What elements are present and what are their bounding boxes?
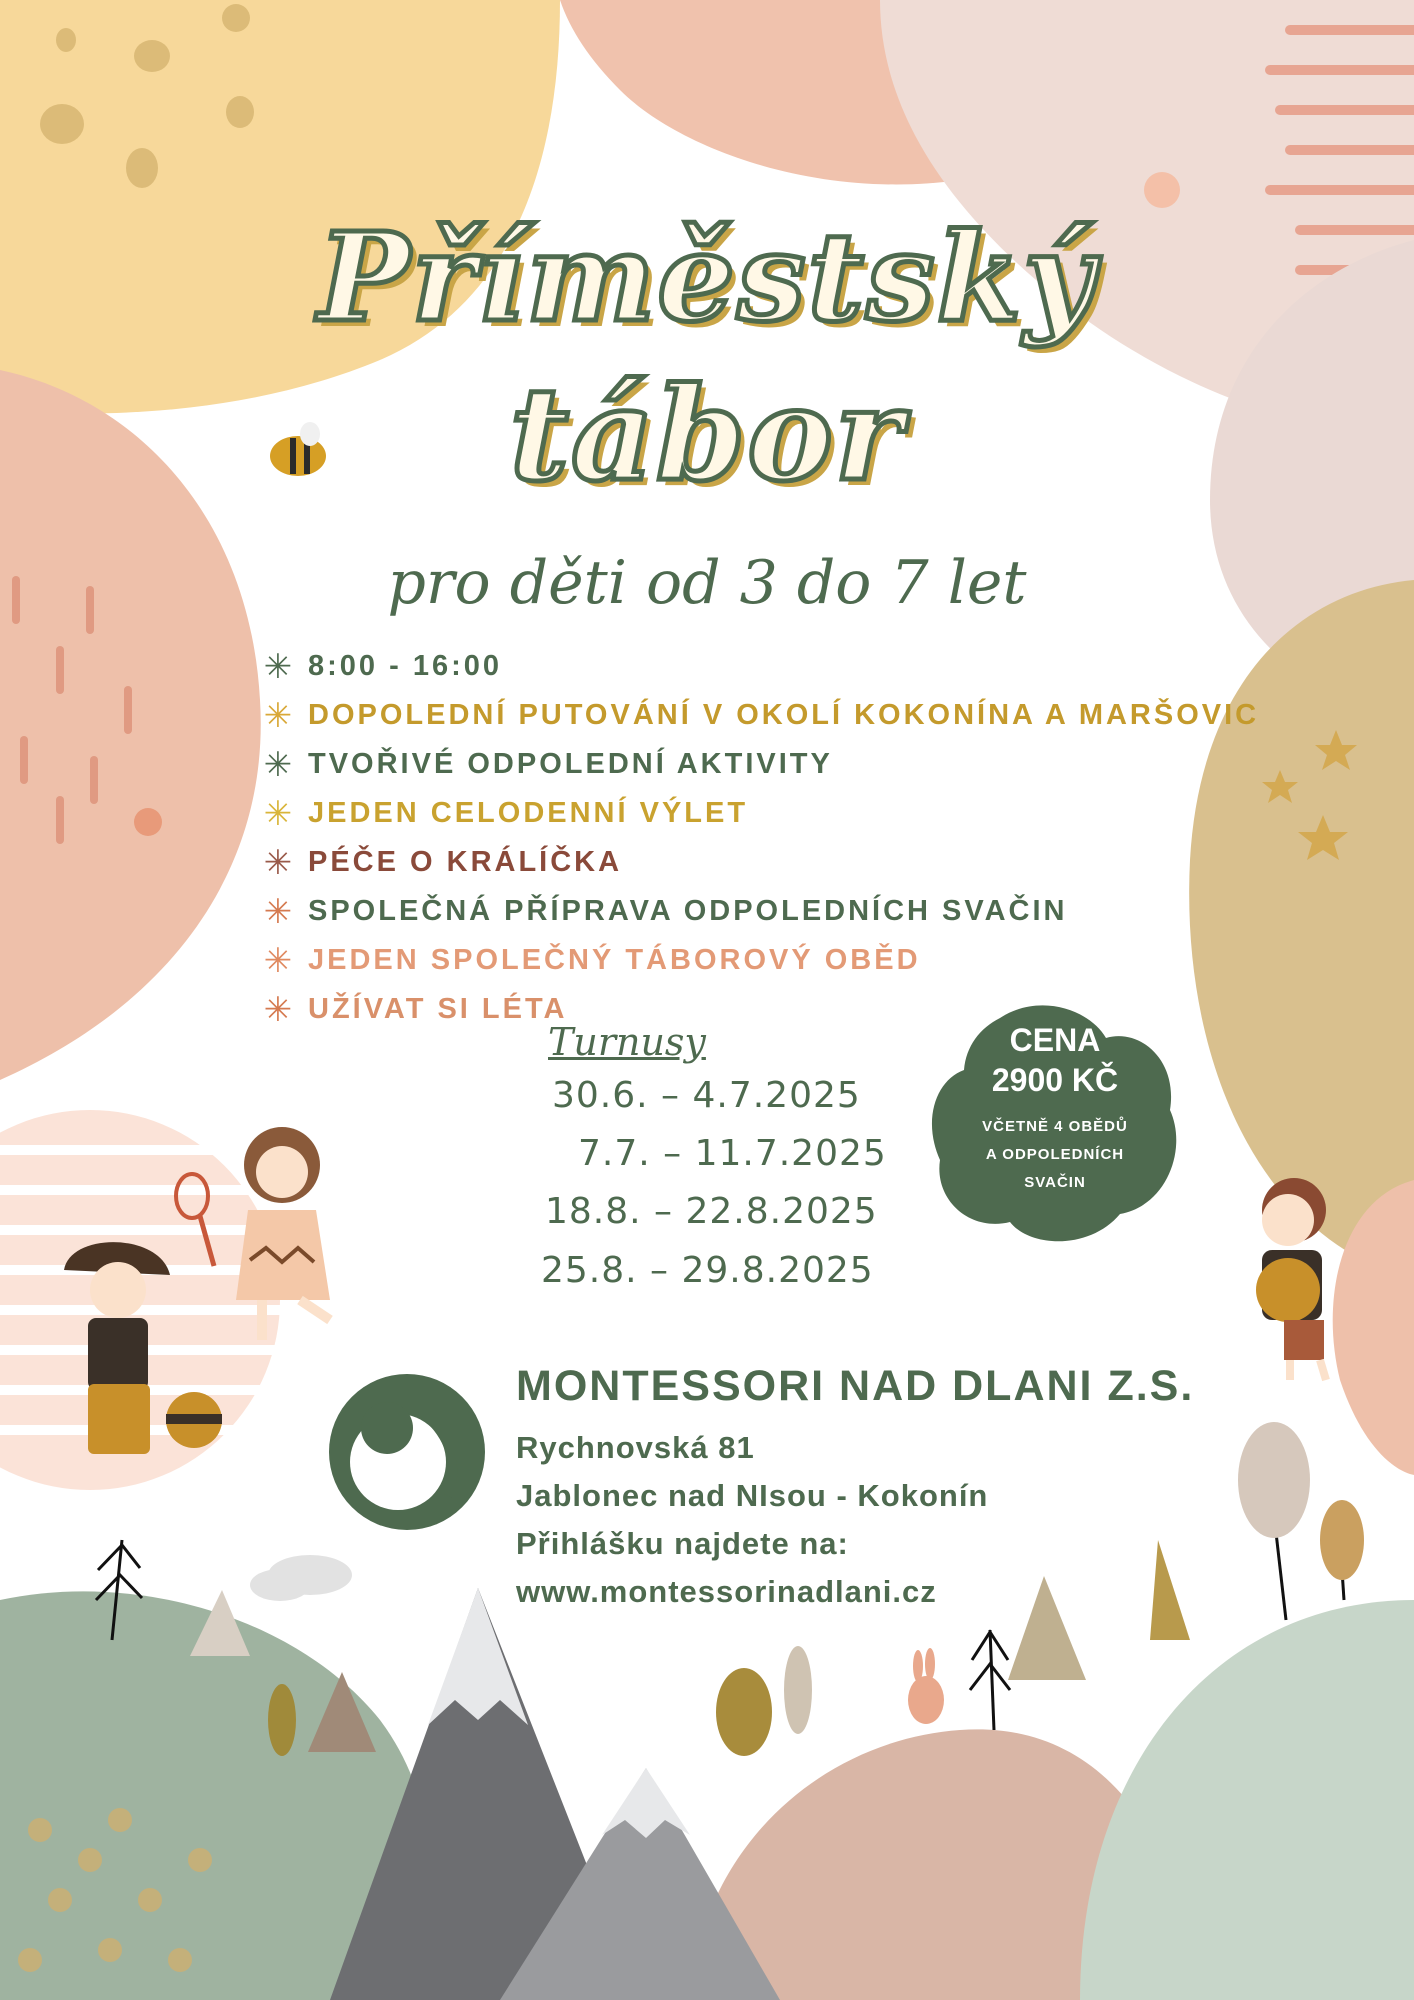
- star-icon: ✳: [263, 891, 293, 932]
- organization-name: MONTESSORI NAD DLANI Z.S.: [516, 1362, 1195, 1410]
- star-icon: ✳: [263, 744, 293, 785]
- term-date: 7.7. – 11.7.2025: [578, 1133, 887, 1174]
- apply-text: Přihlášku najdete na:: [516, 1526, 849, 1561]
- list-item: [262, 642, 1322, 691]
- title-line-1: Příměstský: [317, 205, 1097, 349]
- activity-text: JEDEN SPOLEČNÝ TÁBOROVÝ OBĚD: [308, 944, 921, 976]
- list-item: [262, 691, 1322, 740]
- montessori-logo: [329, 1374, 485, 1530]
- price-note: A ODPOLEDNÍCH: [985, 1146, 1125, 1163]
- list-item: [262, 887, 1322, 936]
- list-item: [262, 740, 1322, 789]
- price-note: VČETNĚ 4 OBĚDŮ: [982, 1118, 1128, 1135]
- activity-text: DOPOLEDNÍ PUTOVÁNÍ V OKOLÍ KOKONÍNA A MARŠOVIC: [308, 699, 1260, 731]
- activity-text: TVOŘIVÉ ODPOLEDNÍ AKTIVITY: [308, 748, 833, 780]
- tree-mustard: [1150, 1540, 1190, 1640]
- price-amount: 2900 KČ: [991, 1062, 1119, 1098]
- star-icon: ✳: [263, 695, 293, 736]
- star-icon: ✳: [263, 842, 293, 883]
- price-note: SVAČIN: [1024, 1174, 1086, 1191]
- child-ball-icon: [1256, 1178, 1326, 1380]
- list-item: [262, 838, 1322, 887]
- list-item: [262, 789, 1322, 838]
- hill-right: [1080, 1600, 1414, 2000]
- title-line-2: tábor: [509, 360, 905, 510]
- star-icon: ✳: [263, 646, 293, 687]
- activity-list: [262, 642, 1322, 1034]
- turnusy-title: Turnusy: [548, 1020, 706, 1064]
- term-date: 18.8. – 22.8.2025: [545, 1191, 878, 1232]
- organization-street: Rychnovská 81: [516, 1430, 755, 1465]
- price-badge: [930, 1000, 1180, 1245]
- star-icon: ✳: [263, 940, 293, 981]
- term-date: 25.8. – 29.8.2025: [541, 1250, 874, 1291]
- website-link[interactable]: www.montessorinadlani.cz: [516, 1574, 937, 1609]
- star-icon: ✳: [263, 793, 293, 834]
- tree-beige: [1008, 1576, 1086, 1680]
- organization-city: Jablonec nad NIsou - Kokonín: [516, 1478, 989, 1513]
- price-label: CENA: [1009, 1022, 1101, 1058]
- activity-text: 8:00 - 16:00: [308, 650, 502, 682]
- activity-text: PÉČE O KRÁLÍČKA: [308, 846, 623, 878]
- term-date: 30.6. – 4.7.2025: [552, 1075, 861, 1116]
- subtitle: pro děti od 3 do 7 let: [387, 548, 1027, 618]
- bunny-icon: [908, 1648, 944, 1724]
- activity-text: UŽÍVAT SI LÉTA: [308, 993, 568, 1025]
- list-item: [262, 936, 1322, 985]
- activity-text: SPOLEČNÁ PŘÍPRAVA ODPOLEDNÍCH SVAČIN: [308, 895, 1068, 927]
- activity-text: JEDEN CELODENNÍ VÝLET: [308, 797, 749, 829]
- star-icon: ✳: [263, 989, 293, 1030]
